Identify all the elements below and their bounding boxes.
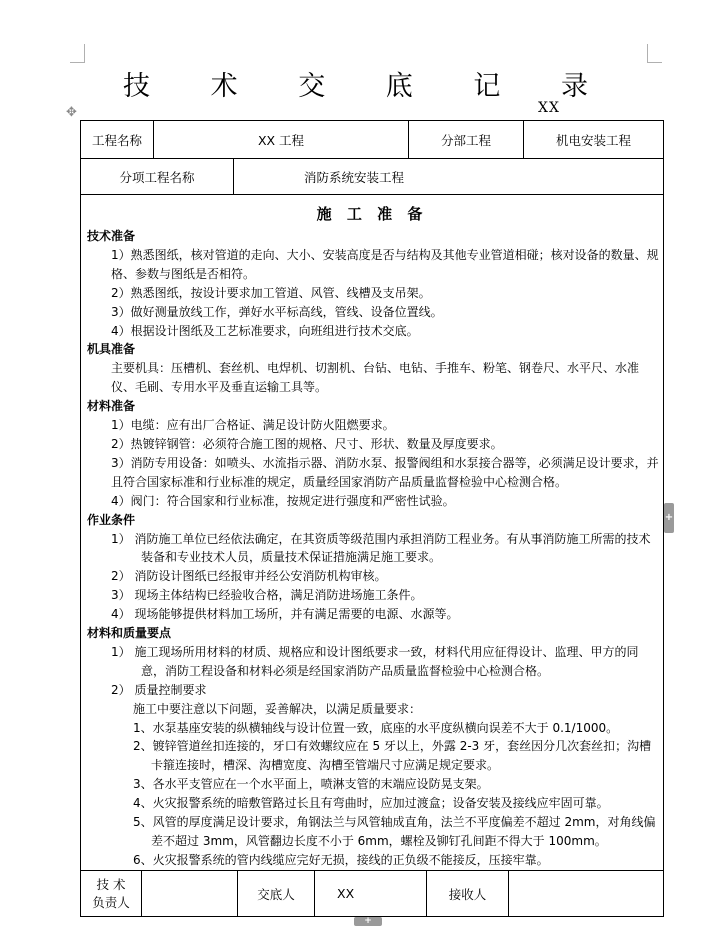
body-paragraph: 1）熟悉图纸，核对管道的走向、大小、安装高度是否与结构及其他专业管道相碰；核对设备的数量、规格、参数与图纸是否相符。 [111,247,659,281]
table-move-handle-icon[interactable]: ✥ [66,105,77,120]
division-value[interactable]: 机电安装工程 [523,121,663,158]
project-name-label: 工程名称 [91,132,142,148]
subitem-value[interactable]: 消防系统安装工程 [233,159,663,194]
document-title: 技 术 交 底 记 录 [123,71,614,102]
form-table [80,120,664,917]
section-title: 施 工 准 备 [316,205,428,223]
content-cell[interactable] [81,195,663,871]
receiver-label: 接收人 [426,871,508,916]
section-heading: 作业条件 [87,512,136,527]
body-paragraph: 2） 消防设计图纸已经报审并经公安消防机构审核。 [111,569,387,584]
body-paragraph: 主要机具：压槽机、套丝机、电焊机、切割机、台钻、电钻、手推车、粉笔、钢卷尺、水平尺、水准仪、毛刷、专用水平及垂直运输工具等。 [111,361,640,395]
body-paragraph: 4） 现场能够提供材料加工场所，并有满足需要的电源、水源等。 [111,607,459,622]
subitem-row [81,159,663,195]
body-paragraph: 1） 消防施工单位已经依法确定，在其资质等级范围内承担消防工程业务。有从事消防施工所需的技术装备和专业技术人员，质量技术保证措施满足施工要求。 [111,531,651,565]
page-corner-mark-top-right [647,44,662,63]
tech-supervisor-value[interactable] [141,871,237,916]
body-paragraph: 4）根据设计图纸及工艺标准要求，向班组进行技术交底。 [111,323,419,338]
body-paragraph: 4、火灾报警系统的暗敷管路过长且有弯曲时，应加过渡盒；设备安装及接线应牢固可靠。 [133,796,609,811]
project-info-row [81,121,663,159]
document-code: XX [538,100,560,116]
signature-row [81,871,663,916]
body-paragraph: 2）热镀锌钢管：必须符合施工图的规格、尺寸、形状、数量及厚度要求。 [111,436,503,451]
page-corner-mark-top-left [70,44,85,63]
section-heading: 材料和质量要点 [87,626,172,641]
presenter-label: 交底人 [237,871,314,916]
body-paragraph: 1） 施工现场所用材料的材质、规格应和设计图纸要求一致，材料代用应征得设计、监理、甲方的同意，消防工程设备和材料必须是经国家消防产品质量监督检验中心检测合格。 [111,644,639,678]
subitem-label: 分项工程名称 [119,169,195,185]
section-heading: 机具准备 [87,342,136,357]
body-paragraph: 1、水泵基座安装的纵横轴线与设计位置一致，底座的水平度纵横向误差不大于 0.1/1000。 [133,720,619,735]
presenter-value[interactable]: XX [314,871,426,916]
body-paragraph: 5、风管的厚度满足设计要求，角钢法兰与风管轴成直角，法兰不平度偏差不超过 2mm，对角线偏差不超过 3mm，风管翻边长度不小于 6mm，螺栓及铆钉孔间距不得大于 100mm。 [133,815,656,848]
body-paragraph: 施工中要注意以下问题，妥善解决，以满足质量要求： [133,701,422,716]
division-label: 分部工程 [408,121,523,158]
side-expand-tab-icon[interactable]: + [664,503,674,533]
section-heading: 技术准备 [87,229,136,243]
body-paragraph: 2）熟悉图纸，按设计要求加工管道、风管、线槽及支吊架。 [111,285,431,300]
project-name-value[interactable]: XX 工程 [153,121,408,158]
section-heading: 材料准备 [87,399,136,414]
body-paragraph: 6、火灾报警系统的管内线缆应完好无损，接线的正负级不能接反，压接牢靠。 [133,852,549,867]
body-paragraph: 4）阀门：符合国家和行业标准，按规定进行强度和严密性试验。 [111,493,455,508]
body-paragraph: 2、镀锌管道丝扣连接的，牙口有效螺纹应在 5 牙以上，外露 2-3 牙，套丝因分几次套丝扣；沟槽卡箍连接时，槽深、沟槽宽度、沟槽至管端尺寸应满足规定要求。 [133,739,652,773]
body-paragraph: 3） 现场主体结构已经验收合格，满足消防进场施工条件。 [111,588,423,603]
body-paragraph: 3）消防专用设备：如喷头、水流指示器、消防水泵、报警阀组和水泵接合器等，必须满足设计要求，并且符合国家标准和行业标准的规定，质量经国家消防产品质量监督检验中心检测合格。 [111,455,659,489]
body-paragraph: 2） 质量控制要求 [111,682,207,697]
content-body[interactable] [87,227,661,870]
body-paragraph: 3、各水平支管应在一个水平面上，喷淋支管的末端应设防晃支架。 [133,777,489,792]
tech-supervisor-label: 技 术 负责人 [92,876,130,910]
bottom-add-row-tab-icon[interactable]: + [354,917,382,926]
receiver-value[interactable] [508,871,663,916]
body-paragraph: 1）电缆：应有出厂合格证、满足设计防火阻燃要求。 [111,418,395,433]
body-paragraph: 3）做好测量放线工作，弹好水平标高线，管线、设备位置线。 [111,304,443,319]
